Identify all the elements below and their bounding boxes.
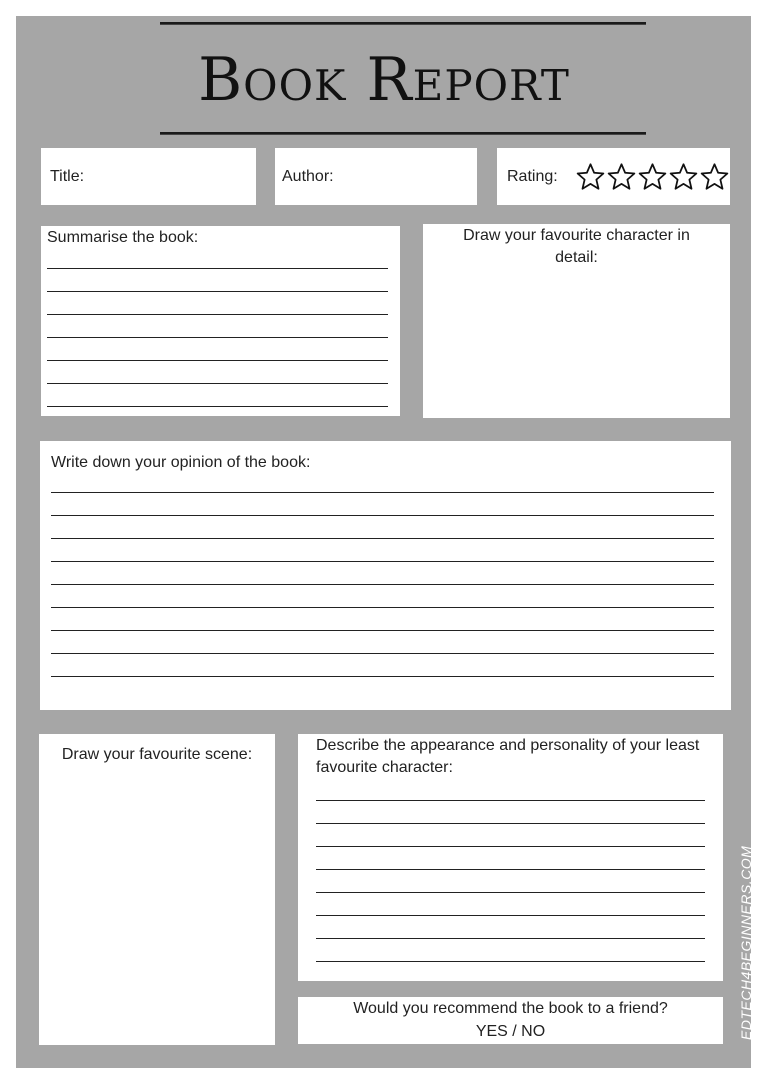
favourite-scene-prompt: Draw your favourite scene: <box>61 746 253 763</box>
writing-line[interactable] <box>47 384 388 407</box>
writing-line[interactable] <box>51 654 714 677</box>
writing-line[interactable] <box>51 470 714 493</box>
recommend-panel[interactable] <box>298 997 723 1044</box>
page-title: Book Report <box>198 45 570 115</box>
star-icon[interactable] <box>668 162 699 192</box>
writing-line[interactable] <box>316 824 705 847</box>
favourite-scene-panel[interactable] <box>39 734 275 1045</box>
least-favourite-panel <box>298 734 723 981</box>
opinion-panel <box>40 441 731 710</box>
title-rule-top <box>160 22 646 25</box>
opinion-writing-lines[interactable] <box>51 470 714 677</box>
least-favourite-prompt: Describe the appearance and personality of your least favourite character: <box>316 737 700 776</box>
writing-line[interactable] <box>47 338 388 361</box>
writing-line[interactable] <box>316 801 705 824</box>
star-icon[interactable] <box>575 162 606 192</box>
writing-line[interactable] <box>47 292 388 315</box>
writing-line[interactable] <box>316 870 705 893</box>
rating-field-label: Rating: <box>507 168 558 185</box>
title-rule-bottom <box>160 132 646 135</box>
recommend-prompt: Would you recommend the book to a friend? <box>353 1000 668 1017</box>
writing-line[interactable] <box>47 246 388 269</box>
star-icon[interactable] <box>637 162 668 192</box>
summary-prompt: Summarise the book: <box>47 229 199 246</box>
writing-line[interactable] <box>51 516 714 539</box>
least-favourite-writing-lines[interactable] <box>316 778 705 962</box>
author-field[interactable] <box>275 148 477 205</box>
writing-line[interactable] <box>51 493 714 516</box>
writing-line[interactable] <box>316 893 705 916</box>
writing-line[interactable] <box>51 585 714 608</box>
writing-line[interactable] <box>316 847 705 870</box>
watermark: EDTECH4BEGINNERS.COM <box>738 845 754 1040</box>
writing-line[interactable] <box>47 269 388 292</box>
writing-line[interactable] <box>51 608 714 631</box>
writing-line[interactable] <box>47 361 388 384</box>
writing-line[interactable] <box>316 916 705 939</box>
title-field-label: Title: <box>50 168 85 185</box>
favourite-character-prompt: Draw your favourite character in detail: <box>463 227 690 266</box>
writing-line[interactable] <box>51 539 714 562</box>
writing-line[interactable] <box>316 778 705 801</box>
summary-writing-lines[interactable] <box>47 246 388 407</box>
star-icon[interactable] <box>606 162 637 192</box>
summary-panel <box>41 226 400 416</box>
author-field-label: Author: <box>282 168 334 185</box>
writing-line[interactable] <box>316 939 705 962</box>
recommend-options[interactable]: YES / NO <box>475 1023 546 1040</box>
opinion-prompt: Write down your opinion of the book: <box>51 454 311 471</box>
rating-stars[interactable] <box>575 162 730 192</box>
title-field[interactable] <box>41 148 256 205</box>
writing-line[interactable] <box>47 315 388 338</box>
writing-line[interactable] <box>51 631 714 654</box>
favourite-character-panel[interactable] <box>423 224 730 418</box>
writing-line[interactable] <box>51 562 714 585</box>
star-icon[interactable] <box>699 162 730 192</box>
